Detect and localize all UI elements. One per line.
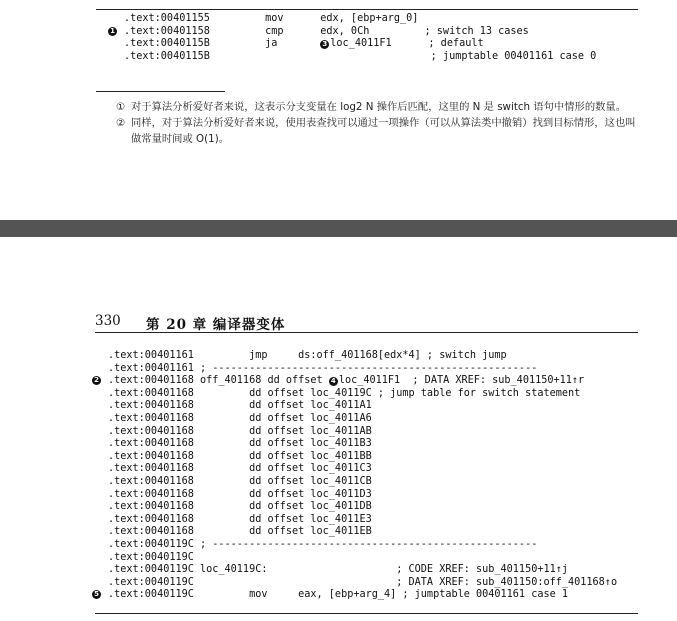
footnote-2-text-line1: 同样，对于算法分析爱好者来说，使用表查找可以通过一项操作（可以从算法类中撤销）找到目标情形，这也叫 <box>131 117 636 129</box>
code-bottom-line <box>108 552 617 565</box>
code-text: .text:0040115B ; jumptable 00401161 case 0 <box>124 50 597 62</box>
code-text: .text:00401168 dd offset loc_4011EB <box>108 526 372 538</box>
code-top-line <box>124 38 596 51</box>
footnote-1-mark: ① <box>116 101 126 113</box>
code-bottom-line <box>108 514 617 527</box>
top-rule <box>96 9 638 10</box>
footnotes <box>116 99 656 147</box>
code-top-line <box>110 25 596 39</box>
code-bottom-line <box>94 375 617 388</box>
code-text: loc_4011F1 ; DATA XREF: sub_401150+11↑r <box>338 375 585 387</box>
code-bottom-line <box>108 476 617 489</box>
page-number: 330 <box>95 313 121 329</box>
footnote-2-mark: ② <box>116 117 126 129</box>
code-text: .text:00401168 dd offset loc_4011DB <box>108 501 372 513</box>
code-text: .text:0040119C <box>108 551 194 563</box>
code-text: .text:0040119C ; ----------------------------------------------------- <box>108 538 538 550</box>
callout-marker-icon: 3 <box>320 40 329 49</box>
page-header <box>95 311 638 331</box>
code-text: .text:00401168 dd offset loc_4011B3 <box>108 438 372 450</box>
code-bottom-line <box>108 438 617 451</box>
code-text: .text:00401168 dd offset loc_4011A1 <box>108 400 372 412</box>
code-text: .text:0040119C ; DATA XREF: sub_401150:off_401168↑o <box>108 576 618 588</box>
callout-marker-icon: 4 <box>329 377 338 386</box>
code-bottom-line <box>108 489 617 502</box>
footnote-2-text-line2: 做常量时间或 O(1)。 <box>131 133 230 145</box>
code-top-line <box>124 51 596 64</box>
code-text: .text:0040119C loc_40119C: ; CODE XREF: sub_401150+11↑j <box>108 564 569 576</box>
bottom-rule <box>95 613 638 614</box>
code-bottom-line <box>108 501 617 514</box>
code-text: .text:00401161 jmp ds:off_401168[edx*4] ; switch jump <box>108 350 507 361</box>
code-text: .text:00401168 dd offset loc_4011D3 <box>108 488 372 500</box>
code-text: .text:00401161 ; ----------------------------------------------------- <box>108 362 538 374</box>
code-bottom-line <box>108 526 617 539</box>
code-bottom-line <box>108 451 617 464</box>
code-listing-bottom <box>94 350 618 602</box>
code-text: .text:00401155 mov edx, [ebp+arg_0] <box>124 13 419 24</box>
footnote-2 <box>116 115 656 147</box>
code-text: loc_4011F1 ; default <box>330 38 484 50</box>
code-bottom-line <box>108 426 617 439</box>
code-bottom-line <box>108 413 617 426</box>
code-bottom-line <box>108 388 617 401</box>
code-text: .text:00401168 dd offset loc_4011CB <box>108 475 372 487</box>
callout-marker-icon: 1 <box>108 27 117 36</box>
code-text: .text:00401168 off_401168 dd offset <box>108 375 329 387</box>
code-bottom-line <box>108 564 617 577</box>
code-listing-top <box>110 13 597 63</box>
code-bottom-line <box>108 350 617 363</box>
callout-marker-icon: 2 <box>92 376 101 385</box>
code-text: .text:0040119C mov eax, [ebp+arg_4] ; jumptable 00401161 case 1 <box>108 589 569 601</box>
code-top-line <box>124 13 596 26</box>
code-text: .text:00401168 dd offset loc_4011AB <box>108 425 372 437</box>
code-text: .text:00401168 dd offset loc_4011BB <box>108 450 372 462</box>
footnote-1 <box>116 99 656 115</box>
code-text: .text:0040115B ja <box>124 38 321 50</box>
chapter-title: 第 20 章 编译器变体 <box>146 317 286 333</box>
code-text: .text:00401168 dd offset loc_4011A6 <box>108 412 372 424</box>
callout-marker-icon: 5 <box>92 590 101 599</box>
code-text: .text:00401168 dd offset loc_40119C ; jump table for switch statement <box>108 387 581 399</box>
code-bottom-line <box>108 539 617 552</box>
code-text: .text:00401158 cmp edx, 0Ch ; switch 13 cases <box>124 25 529 37</box>
book-page-top <box>0 0 677 220</box>
code-text: .text:00401168 dd offset loc_4011E3 <box>108 513 372 525</box>
code-bottom-line <box>108 363 617 376</box>
code-bottom-line <box>94 589 617 602</box>
footnote-separator <box>96 91 225 92</box>
code-bottom-line <box>108 400 617 413</box>
code-bottom-line <box>108 463 617 476</box>
code-text: .text:00401168 dd offset loc_4011C3 <box>108 463 372 475</box>
header-rule <box>95 332 638 333</box>
code-bottom-line <box>108 577 617 590</box>
footnote-1-text: 对于算法分析爱好者来说，这表示分支变量在 log2 N 操作后匹配，这里的 N 是 switch 语句中情形的数量。 <box>131 101 627 113</box>
